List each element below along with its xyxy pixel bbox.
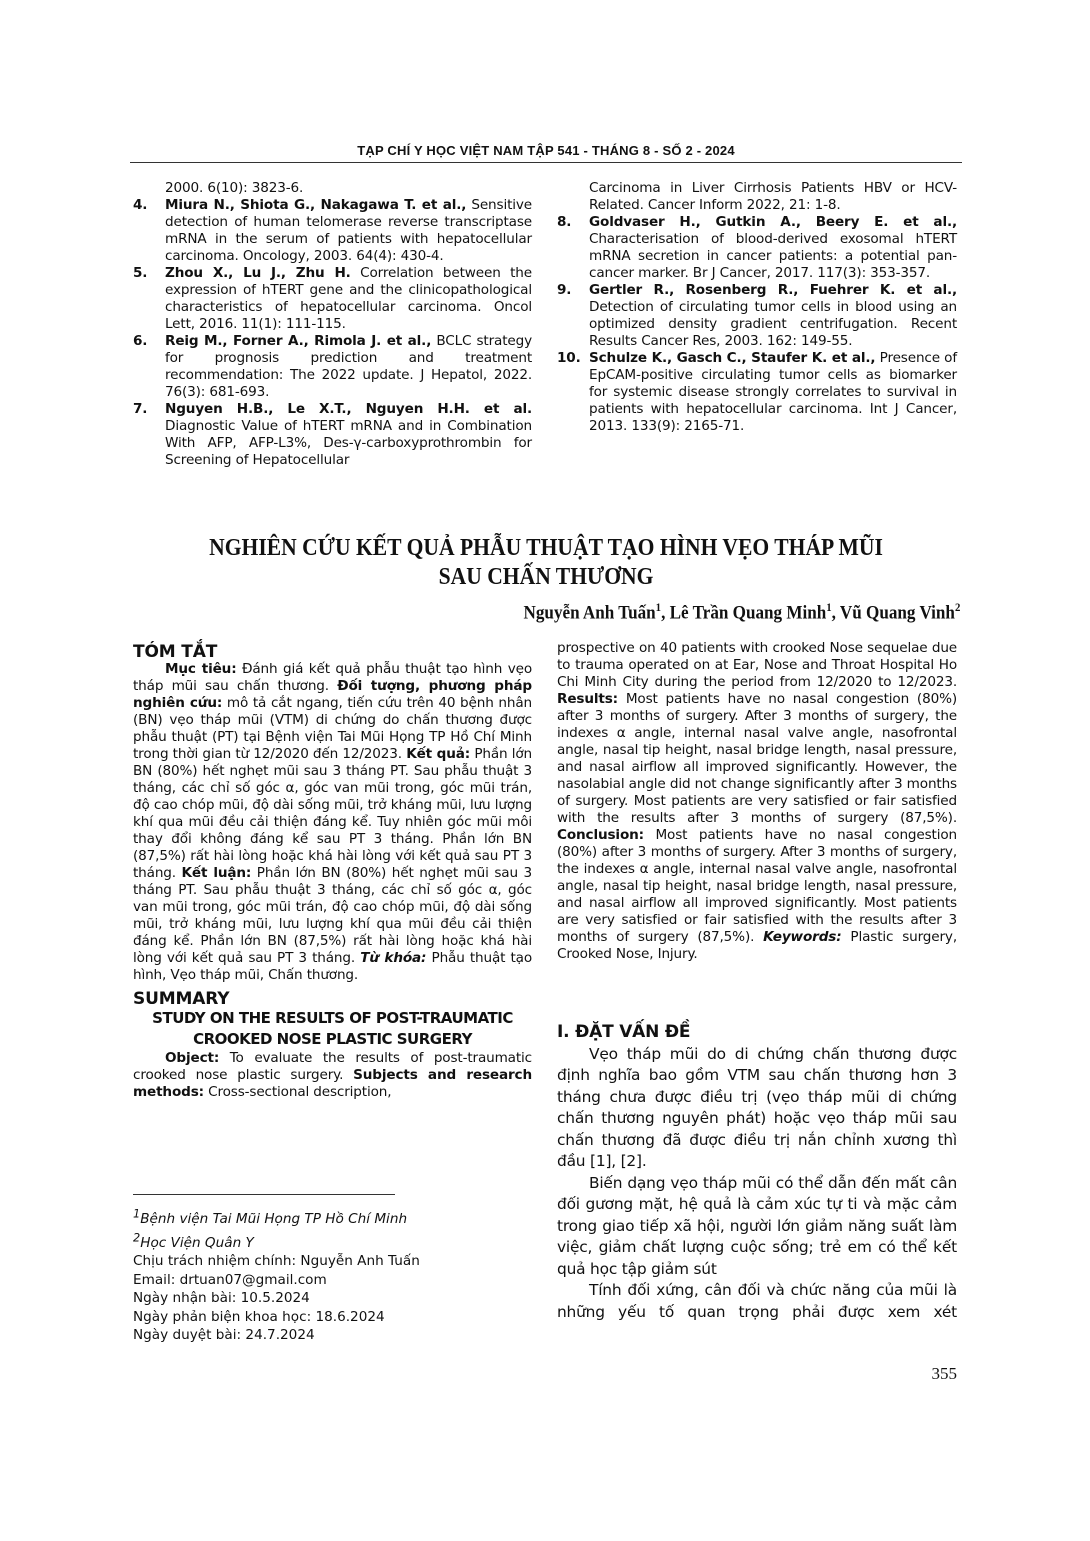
sup: 1 [133,1206,141,1220]
reference-authors: Miura N., Shiota G., Nakagawa T. et al., [165,197,467,213]
reference-item [133,333,532,401]
label: Kết quả: [406,746,471,762]
date-reviewed: Ngày phản biện khoa học: 18.6.2024 [133,1308,385,1325]
separator: , [831,602,840,624]
text: To evaluate the results of post-traumatic crooked nose plastic surgery. [133,1050,532,1083]
date-accepted: Ngày duyệt bài: 24.7.2024 [133,1327,315,1344]
reference-text: Carcinoma in Liver Cirrhosis Patients HBV or HCV-Related. Cancer Inform 2022, 21: 1-8. [589,180,957,213]
reference-item [557,282,957,350]
text: Phần lớn BN (80%) hết nghẹt mũi sau 3 tháng PT. Sau phẫu thuật 3 tháng, các chỉ số góc α, góc van mũi trong, góc mũi trán, độ cao chóp mũi, độ dài sống mũi, trở kháng mũi, lưu lượng khí qua mũi đều cải thiện đáng kể. Tuy nhiên góc mũi môi thay đổi không đáng kể sau PT 3 tháng. Phần lớn BN (87,5%) rất hài lòng hoặc khá hài lòng với kết quả sau PT 3 tháng. [133,746,532,881]
reference-authors: Goldvaser H., Gutkin A., Beery E. et al., [589,214,957,230]
email: Email: drtuan07@gmail.com [133,1271,327,1288]
reference-item [557,350,957,435]
english-title [133,1008,532,1050]
reference-number: 10. [557,350,581,366]
label: Từ khóa: [360,950,427,966]
title-line: CROOKED NOSE PLASTIC SURGERY [193,1030,472,1048]
reference-item [557,180,957,214]
reference-text: Sensitive detection of human telomerase reverse transcriptase mRNA in the serum of patients with hepatocellular carcinoma. Oncology, 2003. 64(4): 430-4. [165,197,532,264]
text: Phần lớn BN (80%) hết nghẹt mũi sau 3 tháng PT. Sau phẫu thuật 3 tháng, các chỉ số góc α, góc van mũi trong, góc mũi trán, độ cao chóp mũi, độ dài sống mũi, trở kháng mũi, lưu lượng khí qua mũi đều cải thiện đáng kể. Phần lớn BN (87,5%) rất hài lòng hoặc khá hài lòng với kết quả sau PT 3 tháng. [133,865,532,966]
text: mô tả cắt ngang, tiến cứu trên 40 bệnh nhân (BN) vẹo tháp mũi (VTM) di chứng do chấn thương được phẫu thuật (PT) tại Bệnh viện Tai Mũi Họng TP Hồ Chí Minh trong thời gian từ 12/2020 đến 12/2023. [133,695,532,762]
footnote-rule [133,1194,395,1195]
reference-number: 8. [557,214,572,230]
label: Keywords: [763,929,842,945]
affiliation: Học Viện Quân Y [140,1234,254,1251]
body-paragraph: Tính đối xứng, cân đối và chức năng của mũi là những yếu tố quan trọng phải được xem xét [557,1281,957,1321]
text: Phẫu thuật tạo hình, Vẹo tháp mũi, Chấn thương. [133,950,533,983]
summary-paragraph [557,640,957,963]
references-left [133,180,532,469]
reference-text: Characterisation of blood-derived exosomal hTERT mRNA secretion in cancer patients: a potential pan-cancer marker. Br J Cancer, 2017. 117(3): 353-357. [589,231,957,281]
summary-continued [557,640,957,963]
header-rule [130,162,962,163]
text: prospective on 40 patients with crooked Nose sequelae due to trauma operated on at Ear, Nose and Throat Hospital Ho Chi Minh City during the period from 12/2020 to 12/2023. [557,640,957,690]
author-affiliation: 1 [655,600,661,614]
section-heading: SUMMARY [133,989,230,1009]
reference-item [557,214,957,282]
label: Mục tiêu: [165,661,237,677]
reference-authors: Zhou X., Lu J., Zhu H. [165,265,351,281]
corresponding-author: Chịu trách nhiệm chính: Nguyễn Anh Tuấn [133,1253,420,1270]
reference-text: 2000. 6(10): 3823-6. [165,180,304,196]
article-title [172,534,921,592]
references-right [557,180,957,435]
reference-item [133,401,532,469]
reference-authors: Nguyen H.B., Le X.T., Nguyen H.H. et al. [165,401,532,417]
reference-authors: Schulze K., Gasch C., Staufer K. et al., [589,350,876,366]
label: Subjects and research methods: [133,1067,532,1100]
label: Đối tượng, phương pháp nghiên cứu: [133,678,532,711]
text: Cross-sectional description, [203,1084,392,1100]
author-list [523,600,960,624]
reference-text: Diagnostic Value of hTERT mRNA and in Combination With AFP, AFP-L3%, Des-γ-carboxyprothrombin for Screening of Hepatocellular [165,418,532,468]
reference-item [133,180,532,197]
title-line: SAU CHẤN THƯƠNG [438,564,654,590]
page-number: 355 [931,1364,957,1383]
title-line: STUDY ON THE RESULTS OF POST-TRAUMATIC [152,1009,513,1027]
reference-number: 5. [133,265,148,281]
section-heading: TÓM TẮT [133,642,218,662]
abstract-vietnamese [133,644,532,1101]
reference-item [133,197,532,265]
label: Object: [165,1050,220,1066]
reference-authors: Reig M., Forner A., Rimola J. et al., [165,333,432,349]
journal-header: TẠP CHÍ Y HỌC VIỆT NAM TẬP 541 - THÁNG 8 - SỐ 2 - 2024 [357,143,735,158]
reference-number: 7. [133,401,148,417]
reference-item [133,265,532,333]
reference-authors: Gertler R., Rosenberg R., Fuehrer K. et al., [589,282,957,298]
abstract-paragraph [133,661,532,984]
section-heading: I. ĐẶT VẤN ĐỀ [557,1022,691,1042]
introduction [557,1022,957,1323]
title-line: NGHIÊN CỨU KẾT QUẢ PHẪU THUẬT TẠO HÌNH VẸO THÁP MŨI [209,535,883,561]
body-paragraph: Vẹo tháp mũi do di chứng chấn thương được định nghĩa bao gồm VTM sau chấn thương hơn 3 tháng chưa được điều trị (vẹo tháp mũi di chứng chấn thương nguyên phát) hoặc vẹo tháp mũi sau chấn thương đã được điều trị nắn chỉnh xương thì đầu [1], [2]. [557,1044,957,1170]
author-name: Nguyễn Anh Tuấn [523,602,656,624]
label: Results: [557,691,618,707]
author-affiliation: 1 [825,600,832,614]
body-paragraph: Biến dạng vẹo tháp mũi có thể dẫn đến mất cân đối gương mặt, hệ quả là cảm xúc tự ti và mặc cảm trong giao tiếp xã hội, người lớn giảm năng suất làm việc, giảm chất lượng cuộc sống; trẻ em có thể kết quả học tập giảm sút [557,1173,957,1278]
text: Most patients have no nasal congestion (80%) after 3 months of surgery. After 3 months of surgery, the indexes α angle, internal nasal valve angle, nasofrontal angle, nasal tip height, nasal bridge length, nasal pressure, and nasal airflow all improved significantly. Most patients are very satisfied or fair satisfied with the results after 3 months of surgery (87,5%). [557,827,957,945]
text: Most patients have no nasal congestion (80%) after 3 months of surgery. After 3 months of surgery, the indexes α angle, internal nasal valve angle, nasofrontal angle, nasal tip height, nasal bridge length, nasal pressure, and nasal airflow all improved significantly. However, the nasolabial angle did not change significantly after 3 months of surgery. Most patients are very satisfied or fair satisfied with the results after 3 months of surgery (87,5%). [557,691,957,826]
separator: , [660,602,670,624]
author-name: Vũ Quang Vinh [839,602,955,624]
footnotes [133,1204,420,1345]
author-name: Lê Trần Quang Minh [669,602,826,624]
reference-text: Detection of circulating tumor cells in blood using an optimized density gradient centrifugation. Recent Results Cancer Res, 2003. 162: 149-55. [589,299,957,349]
sup: 2 [133,1230,141,1245]
text: Plastic surgery, Crooked Nose, Injury. [557,929,957,962]
author-affiliation: 2 [954,600,960,614]
reference-text: BCLC strategy for prognosis prediction and treatment recommendation: The 2022 update. J Hepatol, 2022. 76(3): 681-693. [165,333,532,400]
reference-number: 6. [133,333,148,349]
affiliation: Bệnh viện Tai Mũi Họng TP Hồ Chí Minh [140,1210,408,1227]
reference-text: Correlation between the expression of hTERT gene and the clinicopathological characteristics of hepatocellular carcinoma. Oncol Lett, 2016. 11(1): 111-115. [165,265,532,332]
label: Conclusion: [557,827,644,843]
reference-number: 9. [557,282,572,298]
text: Đánh giá kết quả phẫu thuật tạo hình vẹo tháp mũi sau chấn thương. [133,661,532,694]
reference-number: 4. [133,197,148,213]
summary-paragraph [133,1050,532,1101]
reference-text: Presence of EpCAM-positive circulating tumor cells as biomarker for systemic disease strongly correlates to survival in patients with hepatocellular carcinoma. Int J Cancer, 2013. 133(9): 2165-71. [589,350,957,434]
label: Kết luận: [181,865,252,881]
date-received: Ngày nhận bài: 10.5.2024 [133,1290,310,1307]
